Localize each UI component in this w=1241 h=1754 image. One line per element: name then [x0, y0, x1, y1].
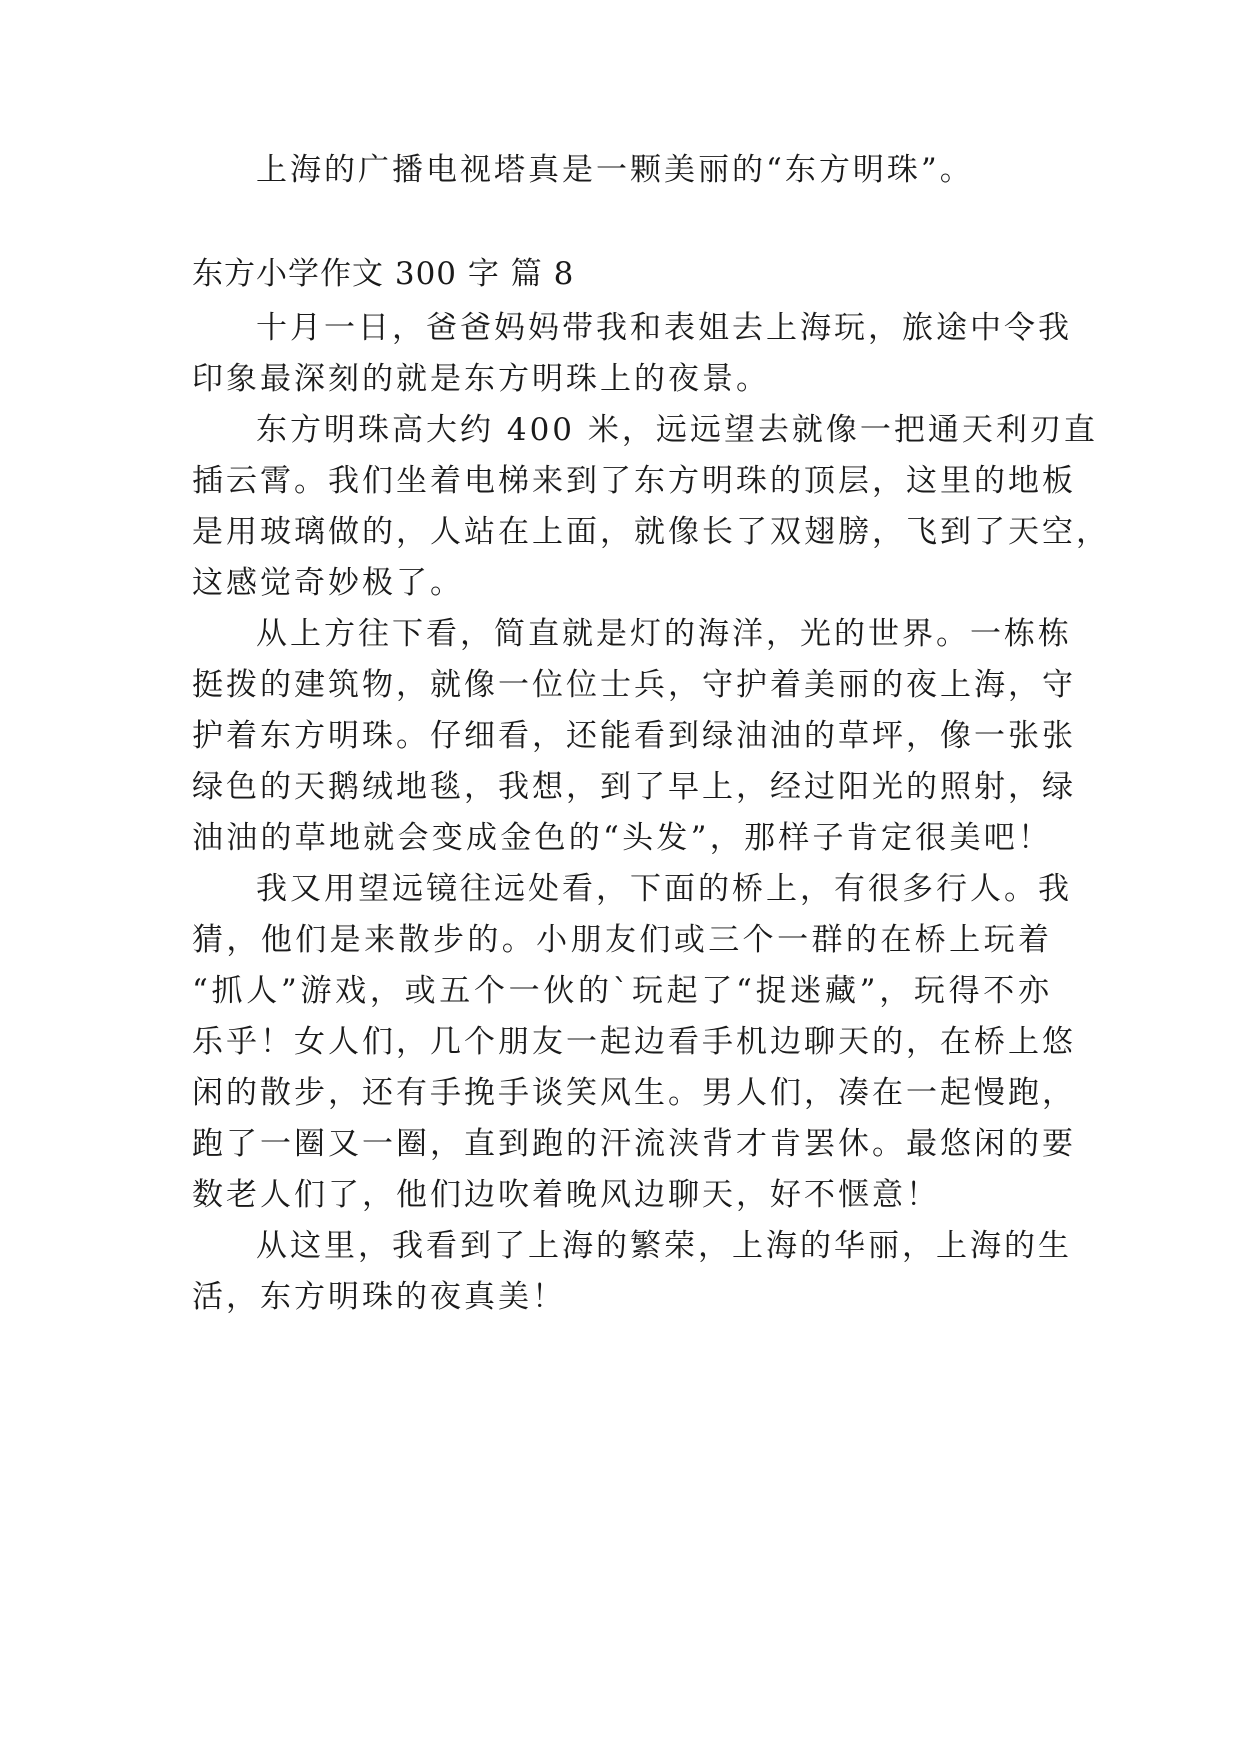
text-line: 猜，他们是来散步的。小朋友们或三个一群的在桥上玩着: [192, 922, 1052, 958]
text-line: 护着东方明珠。仔细看，还能看到绿油油的草坪，像一张张: [192, 718, 1076, 754]
text-line: 数老人们了，他们边吹着晚风边聊天，好不惬意！: [192, 1177, 940, 1213]
text-line: 这感觉奇妙极了。: [192, 565, 464, 601]
text-line: “抓人”游戏，或五个一伙的`玩起了“捉迷藏”，玩得不亦: [192, 973, 1052, 1009]
text-line: 东方明珠高大约 400 米，远远望去就像一把通天利刃直: [256, 412, 1098, 448]
text-line: 油油的草地就会变成金色的“头发”，那样子肯定很美吧！: [192, 820, 1052, 856]
text-line: 我又用望远镜往远处看，下面的桥上，有很多行人。我: [256, 871, 1072, 907]
text-line: 活，东方明珠的夜真美！: [192, 1279, 566, 1315]
text-line: 绿色的天鹅绒地毯，我想，到了早上，经过阳光的照射，绿: [192, 769, 1076, 805]
article-heading: 东方小学作文 300 字 篇 8: [192, 256, 575, 292]
text-line: 从这里，我看到了上海的繁荣，上海的华丽，上海的生: [256, 1228, 1072, 1264]
text-line: 从上方往下看，简直就是灯的海洋，光的世界。一栋栋: [256, 616, 1072, 652]
text-line: 乐乎！女人们，几个朋友一起边看手机边聊天的，在桥上悠: [192, 1024, 1076, 1060]
text-line: 跑了一圈又一圈，直到跑的汗流浃背才肯罢休。最悠闲的要: [192, 1126, 1076, 1162]
text-line: 挺拨的建筑物，就像一位位士兵，守护着美丽的夜上海，守: [192, 667, 1076, 703]
text-line: 插云霄。我们坐着电梯来到了东方明珠的顶层，这里的地板: [192, 463, 1076, 499]
text-line: 印象最深刻的就是东方明珠上的夜景。: [192, 361, 770, 397]
text-line: 闲的散步，还有手挽手谈笑风生。男人们，凑在一起慢跑，: [192, 1075, 1076, 1111]
text-line: 上海的广播电视塔真是一颗美丽的“东方明珠”。: [256, 152, 974, 188]
text-line: 十月一日，爸爸妈妈带我和表姐去上海玩，旅途中令我: [256, 310, 1072, 346]
text-line: 是用玻璃做的，人站在上面，就像长了双翅膀，飞到了天空，: [192, 514, 1110, 550]
